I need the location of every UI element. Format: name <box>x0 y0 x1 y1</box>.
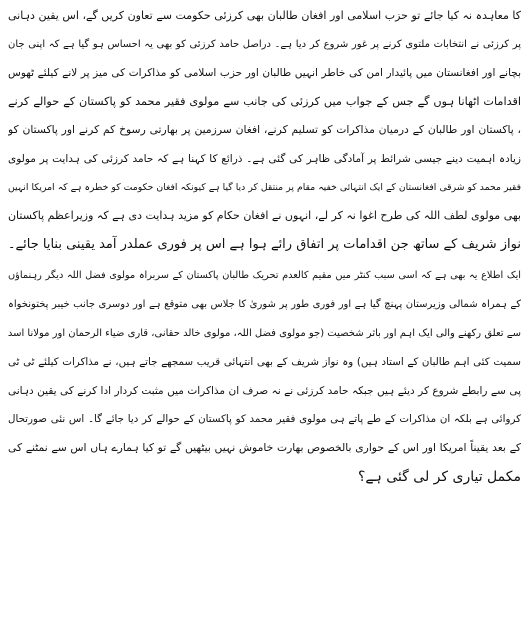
text-line: سے تعلق رکھنے والی ایک اہم اور باثر شخصیت (جو مولوی فضل اللہ، مولوی خالد حقانی، قاری ضیاء الرحمان اور مولانا اسد <box>8 327 521 339</box>
text-line: بھی مولوی لطف اللہ کی طرح اغوا نہ کر لے، انہوں نے افغان حکام کو مزید ہدایت دی ہے کہ وزیراعظم پاکستان <box>8 209 521 223</box>
text-line: ، پاکستان اور طالبان کے درمیان مذاکرات کو تسلیم کرنے، افغان سرزمین پر بھارتی رسوخ کم کرنے اور پاکستان کو <box>8 123 521 137</box>
text-line: مکمل تیاری کر لی گئی ہے؟ <box>357 468 521 485</box>
text-line: پر کرزئی نے انتخابات ملتوی کرنے پر غور شروع کر دیا ہے۔ دراصل حامد کرزئی کو بھی یہ احساس ہو گیا ہے کہ اپنی جان <box>8 38 521 50</box>
text-line: بچانے اور افغانستان میں پائیدار امن کی خاطر انہیں طالبان اور حزب اسلامی کو مذاکرات کی میز پر لانے کیلئے ٹھوس <box>8 67 521 80</box>
urdu-article-text <box>8 2 521 491</box>
text-line: کروائی ہے بلکہ ان مذاکرات کے طے پاتے ہی مولوی فقیر محمد کو پاکستان کے حوالے کر دیا جائے گا۔ اس نئی صورتحال <box>8 413 521 426</box>
paragraph-2 <box>8 262 521 491</box>
text-line: نواز شریف کے ساتھ جن اقدامات پر اتفاق رائے ہوا ہے اس پر فوری عملدر آمد یقینی بنایا جائے۔ <box>8 236 521 252</box>
text-line: اقدامات اٹھانا ہوں گے جس کے جواب میں کرزئی کی جانب سے مولوی فقیر محمد کو پاکستان کے حوالے کرنے <box>8 94 521 108</box>
text-line: کے بعد یقیناً امریکا اور اس کے حواری بالخصوص بھارت خاموش نہیں بیٹھیں گے تو کیا ہمارے ہاں اس سے نمٹنے کی <box>8 440 521 454</box>
text-line: ایک اطلاع یہ بھی ہے کہ اسی سبب کنٹر میں مقیم کالعدم تحریک طالبان پاکستان کے سربراہ مولوی فضل اللہ دیگر رہنماؤں <box>8 270 521 282</box>
text-line: پی سے رابطے شروع کر دیئے ہیں جبکہ حامد کرزئی نے نہ صرف ان مذاکرات میں مثبت کردار ادا کرنے کی یقین دہانی <box>8 384 521 397</box>
text-line: سمیت کئی اہم طالبان کے استاد ہیں) وہ نواز شریف کے بھی انتہائی قریب سمجھے جاتے ہیں، نے مذاکرات کیلئے ٹی ٹی <box>8 356 521 369</box>
paragraph-1 <box>8 2 521 259</box>
text-line: فقیر محمد کو شرقی افغانستان کے ایک انتہائی خفیہ مقام پر منتقل کر دیا گیا ہے کیونکہ افغان حکومت کو خطرہ ہے کہ امریکا انہیں <box>8 181 521 193</box>
text-line: کے ہمراہ شمالی وزیرستان پہنچ گیا ہے اور فوری طور پر شوریٰ کا جلاس بھی متوقع ہے اور دوسری جانب خیبر پختونخواہ <box>8 298 521 310</box>
text-line: زیادہ اہمیت دینے جیسی شرائط پر آمادگی ظاہر کی گئی ہے۔ ذرائع کا کہنا ہے کہ حامد کرزئی کی ہدایت پر مولوی <box>8 152 521 165</box>
text-line: کا معاہدہ نہ کیا جائے تو حزب اسلامی اور افغان طالبان بھی کرزئی حکومت سے تعاون کریں گے، اس یقین دہانی <box>8 9 521 22</box>
